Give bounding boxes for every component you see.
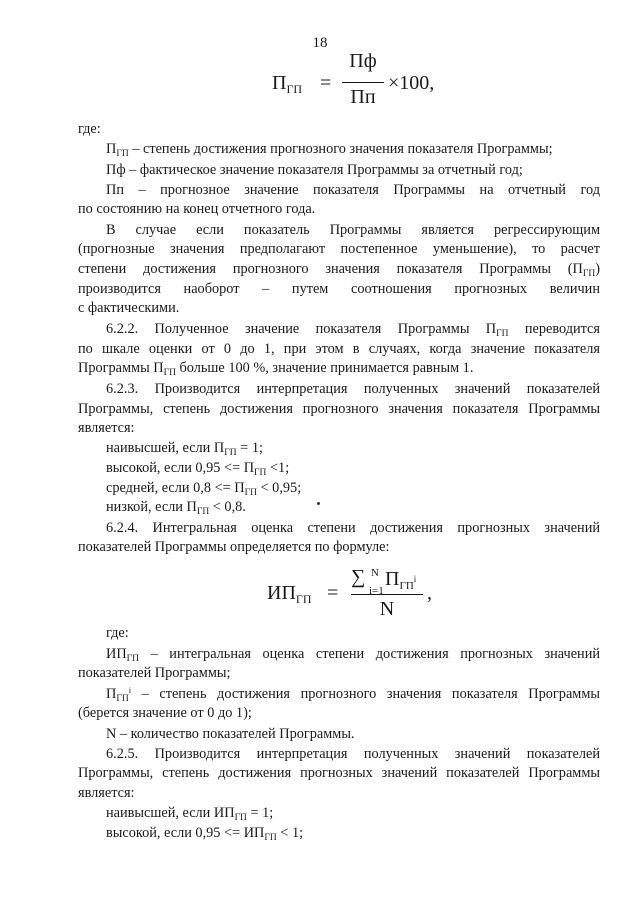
formula2-lhs-symbol: ИП [267, 582, 296, 604]
formula1-lhs-symbol: П [272, 72, 287, 94]
def-ip-line2: показателей Программы; [78, 665, 231, 681]
scale-low-end: < 0,8. [209, 499, 246, 515]
formula1-denominator: Пп [350, 86, 376, 108]
scale2-high-text: высокой, если 0,95 <= ИП [106, 825, 265, 841]
formula1-equals: = [320, 72, 332, 94]
formula2-lhs-sub: ГП [295, 592, 312, 606]
def-pf: Пф – фактическое значение показателя Программы за отчетный год; [106, 162, 523, 178]
regress-line2: (прогнозные значения предполагают постепенное уменьшение), то расчет [78, 241, 600, 257]
scale-low [106, 498, 246, 517]
formula2-equals: = [327, 582, 339, 604]
scale-high-end: <1; [266, 460, 290, 476]
p623-line1: 6.2.3. Производится интерпретация полученных значений показателей [106, 381, 600, 397]
formula2-sum-upper: N [371, 567, 379, 579]
scale-highest-end: = 1; [236, 440, 263, 456]
formula2-term-symbol: П [385, 568, 400, 590]
scale-high [106, 459, 289, 478]
regress-line3-text: степени достижения прогнозного значения показателя Программы (П [78, 261, 583, 277]
p625-line1: 6.2.5. Производится интерпретация полученных значений показателей [106, 746, 600, 762]
def-pgp-text: – степень достижения прогнозного значения показателя Программы; [128, 141, 553, 157]
formula2-denominator: N [379, 598, 395, 620]
p622-line1-sub: ГП [496, 329, 509, 339]
scale-low-sub: ГП [196, 507, 210, 517]
scale2-highest-end: = 1; [246, 805, 274, 821]
p622-line3-sub: ГП [163, 368, 176, 378]
formula2-lhs [267, 582, 312, 606]
formula1-fraction-bar [342, 82, 384, 83]
def-pp-line2: по состоянию на конец отчетного года. [78, 201, 316, 217]
scale-medium [106, 479, 301, 498]
formula1-numerator: Пф [349, 50, 377, 72]
regress-line3-end: ) [595, 261, 600, 277]
def-ip-text: – интегральная оценка степени достижения прогнозных значений [139, 646, 600, 662]
formula2-fraction-bar [351, 594, 423, 595]
p624-line2: показателей Программы определяется по формуле: [78, 539, 390, 555]
def-pi-line1 [106, 685, 600, 704]
formula1-lhs [272, 72, 303, 96]
p625-line2: Программы, степень достижения прогнозных значений показателей Программы [78, 765, 600, 781]
p622-line3-text: Программы П [78, 360, 164, 376]
regress-line1: В случае если показатель Программы является регрессирующим [106, 222, 600, 238]
def-ip-line1 [106, 645, 600, 664]
scale-medium-end: < 0,95; [256, 480, 302, 496]
scale-highest-text: наивысшей, если П [106, 440, 225, 456]
def-pi-sup: i [128, 685, 132, 695]
p623-line3: является: [78, 420, 135, 436]
formula2-comma: , [427, 582, 432, 604]
scale2-high-sub: ГП [264, 833, 277, 843]
def-pi-text: – степень достижения прогнозного значения показателя Программы [131, 686, 600, 702]
def-pi-line2: (берется значение от 0 до 1); [78, 705, 252, 721]
scale2-high-end: < 1; [276, 825, 304, 841]
regress-line4: производится наоборот – путем соотношения прогнозных величин [78, 281, 600, 297]
p622-line1 [106, 320, 600, 339]
formula1-lhs-sub: ГП [286, 82, 303, 96]
p625-line3: является: [78, 785, 135, 801]
scale2-highest [106, 804, 273, 823]
scan-speck [317, 502, 320, 505]
scale-high-text: высокой, если 0,95 <= П [106, 460, 255, 476]
formula2-term-sup: i [413, 574, 417, 584]
regress-line3 [78, 260, 600, 279]
def-ip-sub: ГП [126, 654, 140, 664]
scale-medium-text: средней, если 0,8 <= П [106, 480, 245, 496]
formula2-term [385, 568, 417, 592]
formula2-sum-lower: i=1 [369, 585, 384, 597]
scale-highest-sub: ГП [224, 448, 237, 458]
scale2-high [106, 824, 303, 843]
p624-line1: 6.2.4. Интегральная оценка степени достижения прогнозных значений [106, 520, 600, 536]
scale-highest [106, 439, 263, 458]
p623-line2: Программы, степень достижения прогнозного значения показателя Программы [78, 401, 600, 417]
regress-line5: с фактическими. [78, 300, 180, 316]
page-number: 18 [312, 35, 328, 51]
scale-low-text: низкой, если П [106, 499, 197, 515]
formula2-sum-sign: ∑ [351, 566, 366, 588]
p622-line1-end: переводится [508, 321, 600, 337]
def-pp-line1: Пп – прогнозное значение показателя Программы на отчетный год [106, 182, 600, 198]
p622-line1-text: 6.2.2. Полученное значение показателя Программы П [106, 321, 497, 337]
def-pi-sub: ГП [116, 694, 129, 704]
p622-line3 [78, 359, 473, 378]
text-where-1: где: [78, 121, 101, 137]
def-pgp: $П_{ГП}$ – степень достижения прогнозного значения показателя Программы; [106, 141, 553, 159]
scale2-highest-sub: ГП [234, 813, 247, 823]
regress-line3-sub: ГП [582, 269, 596, 279]
scale-medium-sub: ГП [244, 488, 257, 498]
def-n: N – количество показателей Программы. [106, 726, 355, 742]
formula2-term-sub: ГП [399, 580, 414, 592]
p622-line2: по шкале оценки от 0 до 1, при этом в случаях, когда значение показателя [78, 341, 600, 357]
scale2-highest-text: наивысшей, если ИП [106, 805, 235, 821]
def-pi-symbol: П [106, 686, 117, 702]
scale-high-sub: ГП [254, 468, 267, 478]
text-where-2: где: [106, 625, 129, 641]
def-pgp-sub: ГП [116, 149, 129, 159]
p622-line3-end: больше 100 %, значение принимается равным 1. [175, 360, 474, 376]
def-ip-symbol: ИП [106, 646, 127, 662]
formula1-multiplier: ×100, [388, 72, 435, 94]
